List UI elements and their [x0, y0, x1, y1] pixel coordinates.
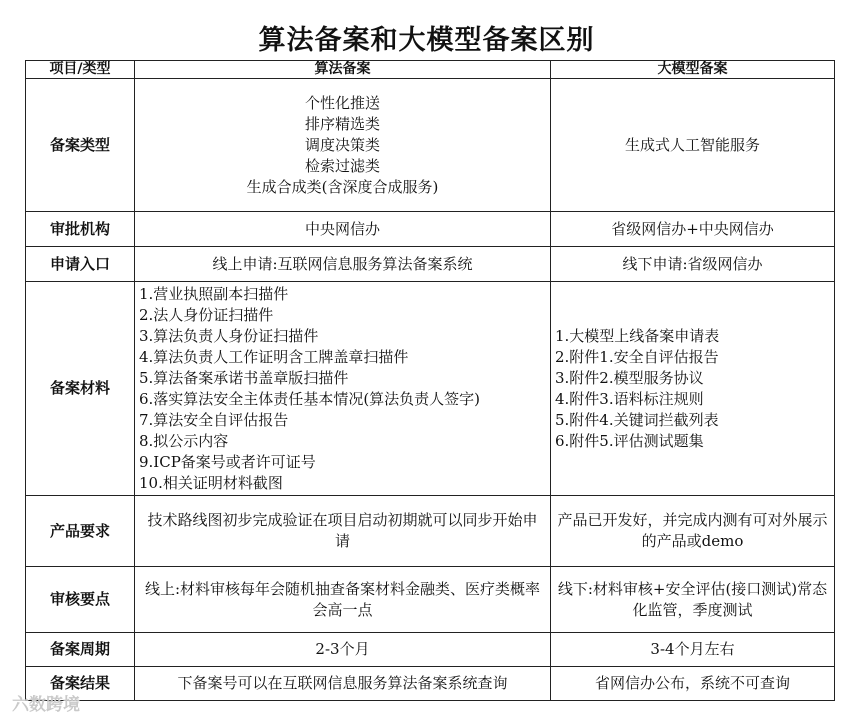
list-item: 1.营业执照副本扫描件 [139, 284, 289, 303]
list-item: 线上申请:互联网信息服务算法备案系统 [212, 254, 473, 273]
list-item: 6.附件5.评估测试题集 [555, 431, 704, 450]
table-row [26, 79, 835, 212]
cell-text: 省网信办公布，系统不可查询 [594, 674, 790, 692]
row-label: 申请入口 [26, 247, 135, 282]
list-item: 排序精选类 [304, 114, 380, 133]
list-item: 生成式人工智能服务 [624, 135, 760, 154]
model-cell [551, 567, 835, 633]
list-item: 生成合成类(含深度合成服务) [246, 177, 439, 196]
table-header-row [26, 61, 835, 79]
algo-cell [135, 282, 551, 496]
cell-text: 技术路线图初步完成验证在项目启动初期就可以同步开始申请 [147, 511, 538, 550]
algo-cell [135, 79, 551, 212]
table-row [26, 496, 835, 567]
list-item: 7.算法安全自评估报告 [139, 410, 289, 429]
list-item: 4.算法负责人工作证明含工牌盖章扫描件 [139, 347, 409, 366]
model-cell [551, 282, 835, 496]
list-item: 3.附件2.模型服务协议 [555, 368, 704, 387]
algo-cell [135, 633, 551, 667]
row-label: 审批机构 [26, 212, 135, 247]
list-item: 1.大模型上线备案申请表 [555, 326, 720, 345]
algo-cell [135, 667, 551, 701]
algo-cell [135, 567, 551, 633]
list-item: 调度决策类 [304, 135, 380, 154]
algo-cell [135, 212, 551, 247]
list-item: 6.落实算法安全主体责任基本情况(算法负责人签字) [139, 389, 481, 408]
row-label: 备案周期 [26, 633, 135, 667]
model-cell [551, 496, 835, 567]
cell-text: 下备案号可以在互联网信息服务算法备案系统查询 [177, 674, 508, 692]
model-cell [551, 79, 835, 212]
list-item: 5.算法备案承诺书盖章版扫描件 [139, 368, 349, 387]
table-row [26, 282, 835, 496]
list-item: 10.相关证明材料截图 [139, 473, 283, 492]
table-row [26, 212, 835, 247]
row-label: 产品要求 [26, 496, 135, 567]
list-item: 省级网信办+中央网信办 [611, 219, 774, 238]
page-title: 算法备案和大模型备案区别 [258, 25, 595, 56]
header-item-type: 项目/类型 [26, 61, 135, 79]
algo-cell [135, 496, 551, 567]
cell-text: 2-3个月 [315, 640, 370, 658]
list-item: 个性化推送 [304, 93, 380, 112]
algo-cell [135, 247, 551, 282]
list-item: 2.附件1.安全自评估报告 [555, 347, 719, 366]
list-item: 5.附件4.关键词拦截列表 [555, 410, 719, 429]
list-item: 2.法人身份证扫描件 [139, 305, 274, 324]
model-cell [551, 667, 835, 701]
row-label: 审核要点 [26, 567, 135, 633]
table-row [26, 633, 835, 667]
list-item: 4.附件3.语料标注规则 [555, 389, 704, 408]
header-model-filing: 大模型备案 [551, 61, 835, 79]
table-row [26, 667, 835, 701]
list-item: 检索过滤类 [304, 156, 380, 175]
cell-text: 产品已开发好，并完成内测有可对外展示的产品或demo [557, 511, 828, 550]
watermark: 六数跨境 [12, 695, 80, 715]
list-item: 中央网信办 [304, 219, 380, 238]
header-algo-filing: 算法备案 [135, 61, 551, 79]
table-row [26, 567, 835, 633]
model-cell [551, 633, 835, 667]
list-item: 线下申请:省级网信办 [622, 254, 763, 273]
row-label: 备案类型 [26, 79, 135, 212]
model-cell [551, 212, 835, 247]
cell-text: 3-4个月左右 [650, 640, 735, 658]
row-label: 备案材料 [26, 282, 135, 496]
cell-text: 线上:材料审核每年会随机抽查备案材料金融类、医疗类概率会高一点 [144, 579, 541, 619]
comparison-table [25, 60, 835, 701]
model-cell [551, 247, 835, 282]
table-row [26, 247, 835, 282]
list-item: 9.ICP备案号或者许可证号 [139, 452, 316, 471]
list-item: 3.算法负责人身份证扫描件 [139, 326, 319, 345]
cell-text: 线下:材料审核+安全评估(接口测试)常态化监管，季度测试 [557, 579, 828, 619]
list-item: 8.拟公示内容 [139, 431, 229, 450]
row-label: 备案结果 [26, 667, 135, 701]
